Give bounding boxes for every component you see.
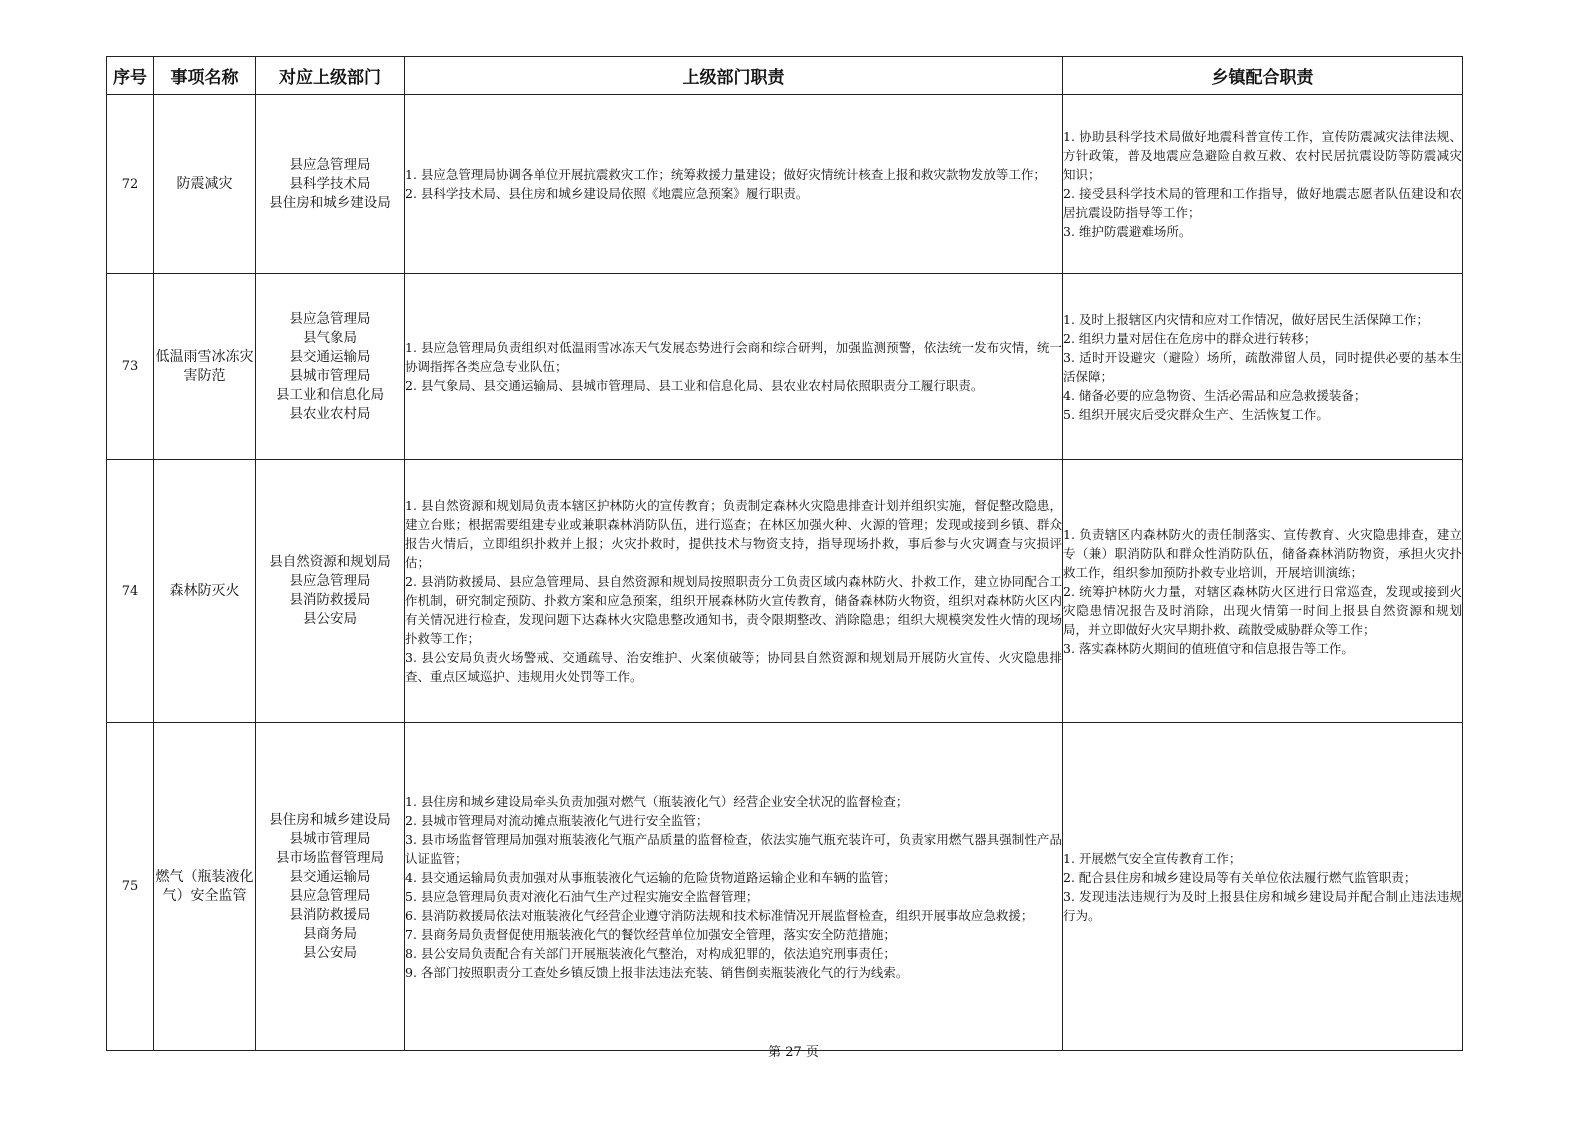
duty-line: 3. 落实森林防火期间的值班值守和信息报告等工作。 [1063, 640, 1354, 656]
row-number: 75 [107, 723, 154, 1051]
dept-list [256, 274, 405, 460]
upper-duty-cell [405, 95, 1063, 274]
row-number: 74 [107, 460, 154, 723]
table-header-row [107, 57, 1463, 95]
duty-line: 1. 协助县科学技术局做好地震科普宣传工作，宣传防震减灾法律法规、方针政策，普及地震应急避险自救互救、农村民居抗震设防等防震减灾知识； [1063, 129, 1462, 182]
duty-line: 6. 县消防救援局依法对瓶装液化气经营企业遵守消防法规和技术标准情况开展监督检查，组织开展事故应急救援； [405, 907, 1034, 923]
dept-item: 县城市管理局 [289, 367, 371, 384]
upper-duty-cell [405, 274, 1063, 460]
header-dept: 对应上级部门 [256, 57, 405, 95]
duty-line: 8. 县公安局负责配合有关部门开展瓶装液化气整治，对构成犯罪的，依法追究刑事责任； [405, 945, 896, 961]
duty-line: 2. 县消防救援局、县应急管理局、县自然资源和规划局按照职责分工负责区域内森林防火、扑救工作，建立协同配合工作机制，研究制定预防、扑救方案和应急预案，组织开展森林防火宣传教育，储备森林防火物资，组织对森林防火区内有关情况进行检查，发现问题下达森林火灾隐患整改通知书，责令限期整改、消除隐患；组织大规模突发性火情的现场扑救等工作； [405, 574, 1062, 646]
duty-line: 4. 储备必要的应急物资、生活必需品和应急救援装备； [1063, 387, 1367, 403]
dept-item: 县自然资源和规划局 [269, 554, 391, 570]
dept-item: 县住房和城乡建设局 [269, 194, 391, 211]
town-duty-cell [1063, 274, 1463, 460]
town-duty-cell [1063, 95, 1463, 274]
upper-duty-cell [405, 460, 1063, 723]
duty-line: 2. 县科学技术局、县住房和城乡建设局依照《地震应急预案》履行职责。 [405, 186, 809, 201]
dept-item: 县交通运输局 [289, 868, 371, 885]
dept-item: 县公安局 [303, 611, 357, 627]
dept-item: 县商务局 [303, 925, 357, 942]
town-duty-cell [1063, 460, 1463, 723]
header-no: 序号 [107, 57, 154, 95]
header-upper-duty: 上级部门职责 [405, 57, 1063, 95]
dept-item: 县应急管理局 [289, 887, 371, 904]
table-row [107, 95, 1463, 274]
dept-item: 县工业和信息化局 [276, 386, 384, 403]
duty-line: 1. 县住房和城乡建设局牵头负责加强对燃气（瓶装液化气）经营企业安全状况的监督检查； [405, 793, 909, 809]
dept-list [256, 95, 405, 274]
duty-line: 4. 县交通运输局负责加强对从事瓶装液化气运输的危险货物道路运输企业和车辆的监管； [405, 869, 896, 885]
table-row [107, 460, 1463, 723]
duty-line: 3. 县市场监督管理局加强对瓶装液化气瓶产品质量的监督检查，依法实施气瓶充装许可，负责家用燃气器具强制性产品认证监管； [405, 831, 1062, 866]
dept-item: 县消防救援局 [289, 906, 371, 923]
dept-item: 县市场监督管理局 [276, 849, 384, 866]
dept-item: 县应急管理局 [289, 573, 371, 589]
duty-line: 9. 各部门按照职责分工查处乡镇反馈上报非法违法充装、销售倒卖瓶装液化气的行为线索。 [405, 964, 909, 980]
duty-line: 1. 县应急管理局负责组织对低温雨雪冰冻天气发展态势进行会商和综合研判，加强监测预警，依法统一发布灾情，统一协调指挥各类应急专业队伍； [405, 340, 1062, 374]
row-number: 73 [107, 274, 154, 460]
duty-line: 3. 适时开设避灾（避险）场所，疏散滞留人员，同时提供必要的基本生活保障； [1063, 349, 1462, 384]
dept-item: 县应急管理局 [289, 156, 371, 173]
duty-line: 2. 接受县科学技术局的管理和工作指导，做好地震志愿者队伍建设和农居抗震设防指导等工作； [1063, 186, 1462, 220]
duty-line: 1. 县应急管理局协调各单位开展抗震救灾工作；统筹救援力量建设；做好灾情统计核查上报和救灾款物发放等工作； [405, 167, 1046, 182]
header-name: 事项名称 [154, 57, 256, 95]
duty-line: 5. 县应急管理局负责对液化石油气生产过程实施安全监督管理； [405, 888, 759, 904]
page-number: 第 27 页 [768, 1045, 819, 1060]
duty-line: 1. 及时上报辖区内灾情和应对工作情况，做好居民生活保障工作； [1063, 311, 1429, 327]
dept-item: 县气象局 [303, 329, 357, 346]
dept-item: 县城市管理局 [289, 830, 371, 847]
duty-line: 2. 组织力量对居住在危房中的群众进行转移； [1063, 330, 1317, 346]
duty-line: 3. 发现违法违规行为及时上报县住房和城乡建设局并配合制止违法违规行为。 [1063, 888, 1462, 923]
duty-line: 3. 县公安局负责火场警戒、交通疏导、治安维护、火案侦破等；协同县自然资源和规划局开展防火宣传、火灾隐患排查、重点区域巡护、违规用火处罚等工作。 [405, 650, 1062, 684]
upper-duty-cell [405, 723, 1063, 1051]
dept-item: 县住房和城乡建设局 [269, 811, 391, 828]
dept-list [256, 723, 405, 1051]
dept-item: 县科学技术局 [289, 175, 371, 192]
item-name: 防震减灾 [154, 95, 256, 274]
duty-table [106, 56, 1463, 1051]
town-duty-cell [1063, 723, 1463, 1051]
dept-item: 县应急管理局 [289, 310, 371, 327]
duty-line: 1. 县自然资源和规划局负责本辖区护林防火的宣传教育；负责制定森林火灾隐患排查计划并组织实施，督促整改隐患，建立台账；根据需要组建专业或兼职森林消防队伍，进行巡查；在林区加强火种、火源的管理；发现或接到乡镇、群众报告火情后，立即组织扑救并上报；火灾扑救时，提供技术与物资支持，指导现场扑救，事后参与火灾调查与灾损评估； [405, 498, 1062, 570]
item-name: 森林防灭火 [154, 460, 256, 723]
dept-item: 县农业农村局 [289, 405, 371, 422]
duty-line: 1. 开展燃气安全宣传教育工作； [1063, 850, 1242, 866]
item-name: 燃气（瓶装液化气）安全监管 [154, 723, 256, 1051]
dept-item: 县公安局 [303, 944, 357, 961]
header-town-duty: 乡镇配合职责 [1063, 57, 1463, 95]
duty-line: 5. 组织开展灾后受灾群众生产、生活恢复工作。 [1063, 406, 1329, 422]
table-row [107, 723, 1463, 1051]
dept-item: 县交通运输局 [289, 348, 371, 365]
item-name: 低温雨雪冰冻灾害防范 [154, 274, 256, 460]
duty-line: 2. 县城市管理局对流动摊点瓶装液化气进行安全监管； [405, 812, 709, 828]
duty-line: 2. 配合县住房和城乡建设局等有关单位依法履行燃气监管职责； [1063, 869, 1417, 885]
duty-line: 2. 统筹护林防火力量，对辖区森林防火区进行日常巡查，发现或接到火灾隐患情况报告及时消除，出现火情第一时间上报县自然资源和规划局，并立即做好火灾早期扑救、疏散受威胁群众等工作； [1063, 583, 1462, 637]
duty-line: 3. 维护防震避难场所。 [1063, 224, 1192, 239]
duty-line: 1. 负责辖区内森林防火的责任制落实、宣传教育、火灾隐患排查，建立专（兼）职消防队和群众性消防队伍，储备森林消防物资，承担火灾扑救工作，组织参加预防扑救专业培训，开展培训演练； [1063, 526, 1462, 580]
dept-item: 县消防救援局 [289, 592, 371, 608]
dept-list [256, 460, 405, 723]
row-number: 72 [107, 95, 154, 274]
table-row [107, 274, 1463, 460]
duty-line: 2. 县气象局、县交通运输局、县城市管理局、县工业和信息化局、县农业农村局依照职责分工履行职责。 [405, 378, 984, 393]
duty-line: 7. 县商务局负责督促使用瓶装液化气的餐饮经营单位加强安全管理，落实安全防范措施； [405, 926, 896, 942]
